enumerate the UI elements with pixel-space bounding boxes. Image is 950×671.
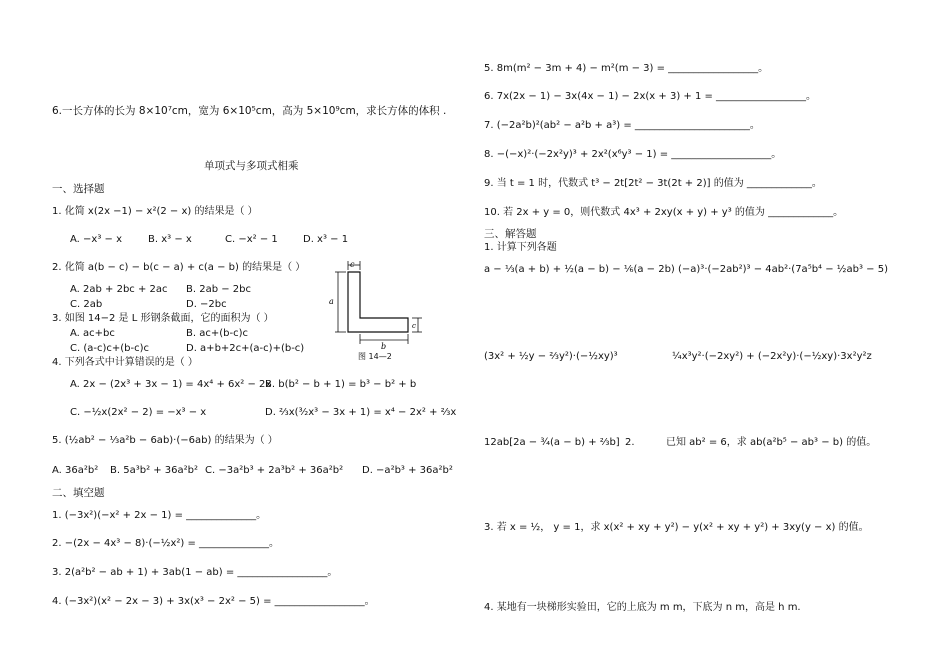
- label-c-right: c: [412, 322, 416, 330]
- choice-question-2: 2. 化简 a(b − c) − b(c − a) + c(a − b) 的结果是（ ）: [52, 262, 306, 273]
- solve-question-1: 1. 计算下列各题: [484, 242, 557, 253]
- fill-question-3: 3. 2(a²b² − ab + 1) + 3ab(1 − ab) = __________________。: [52, 567, 338, 578]
- option-1a: A. −x³ − x: [70, 234, 122, 245]
- fill-question-1: 1. (−3x²)(−x² + 2x − 1) = ______________。: [52, 510, 267, 521]
- fill-question-6: 6. 7x(2x − 1) − 3x(4x − 1) − 2x(x + 3) + 1 = __________________。: [484, 91, 817, 102]
- solve-question-4: 4. 某地有一块梯形实验田，它的上底为 m m，下底为 n m，高是 h m.: [484, 602, 801, 613]
- solve-question-2: 已知 ab² = 6，求 ab(a²b⁵ − ab³ − b) 的值。: [666, 437, 877, 448]
- choice-question-5: 5. (½ab² − ⅓a²b − 6ab)·(−6ab) 的结果为（ ）: [52, 435, 278, 446]
- option-2b: B. 2ab − 2bc: [186, 284, 251, 295]
- solve-question-2-number: 2.: [625, 437, 635, 448]
- fill-question-9: 9. 当 t = 1 时，代数式 t³ − 2t[2t² − 3t(2t + 2)] 的值为 _____________。: [484, 178, 822, 189]
- choice-question-3: 3. 如图 14−2 是 L 形钢条截面，它的面积为（ ）: [52, 313, 274, 324]
- fill-question-5: 5. 8m(m² − 3m + 4) − m²(m − 3) = __________________。: [484, 63, 769, 74]
- section-title: 单项式与多项式相乘: [204, 160, 299, 172]
- expression-3: (3x² + ½y − ⅔y²)·(−½xy)³: [484, 351, 618, 362]
- option-3d: D. a+b+2c+(a-c)+(b-c): [186, 343, 305, 354]
- option-4a: A. 2x − (2x³ + 3x − 1) = 4x⁴ + 6x² − 2x: [70, 379, 272, 390]
- fill-question-10: 10. 若 2x + y = 0，则代数式 4x³ + 2xy(x + y) + y³ 的值为 _____________。: [484, 207, 844, 218]
- option-2c: C. 2ab: [70, 299, 103, 310]
- expression-1: a − ⅓(a + b) + ½(a − b) − ⅙(a − 2b): [484, 264, 675, 275]
- option-3b: B. ac+(b-c)c: [186, 328, 248, 339]
- option-2a: A. 2ab + 2bc + 2ac: [70, 284, 168, 295]
- fill-question-7: 7. (−2a²b)²(ab² − a²b + a³) = _______________________。: [484, 120, 760, 131]
- section-choice-heading: 一、选择题: [52, 183, 105, 195]
- choice-question-1: 1. 化简 x(2x −1) − x²(2 − x) 的结果是（ ）: [52, 206, 258, 217]
- l-shape-figure: [328, 258, 424, 362]
- fill-question-2: 2. −(2x − 4x³ − 8)·(−½x²) = ______________。: [52, 538, 280, 549]
- figure-caption: 图 14—2: [358, 352, 392, 361]
- label-c-top: c: [350, 260, 355, 269]
- option-3c: C. (a-c)c+(b-c)c: [70, 343, 150, 354]
- expression-4: ¼x³y²·(−2xy²) + (−2x²y)·(−½xy)·3x²y²z: [672, 351, 872, 362]
- question-6: 6.一长方体的长为 8×10⁷cm，宽为 6×10⁵cm，高为 5×10⁹cm，求长方体的体积 .: [52, 105, 447, 117]
- section-solve-heading: 三、解答题: [484, 228, 537, 240]
- solve-question-3: 3. 若 x = ½， y = 1，求 x(x² + xy + y²) − y(x² + xy + y²) + 3xy(y − x) 的值。: [484, 522, 869, 533]
- option-1d: D. x³ − 1: [303, 234, 349, 245]
- expression-2: (−a)³·(−2ab²)³ − 4ab²·(7a⁵b⁴ − ½ab³ − 5): [678, 264, 888, 275]
- option-5a: A. 36a²b²: [52, 465, 99, 476]
- option-5b: B. 5a³b² + 36a²b²: [110, 465, 199, 476]
- option-2d: D. −2bc: [186, 299, 227, 310]
- fill-question-4: 4. (−3x²)(x² − 2x − 3) + 3x(x³ − 2x² − 5) = __________________。: [52, 596, 375, 607]
- label-a: a: [329, 297, 334, 306]
- option-3a: A. ac+bc: [70, 328, 115, 339]
- option-5d: D. −a²b³ + 36a²b²: [362, 465, 453, 476]
- section-fill-heading: 二、填空题: [52, 487, 105, 499]
- expression-5: 12ab[2a − ¾(a − b) + ⅔b]: [484, 437, 620, 448]
- option-5c: C. −3a²b³ + 2a³b² + 36a²b²: [205, 465, 344, 476]
- label-b: b: [381, 342, 387, 351]
- option-4c: C. −½x(2x² − 2) = −x³ − x: [70, 407, 207, 418]
- fill-question-8: 8. −(−x)²·(−2x²y)³ + 2x²(x⁶y³ − 1) = ____________________。: [484, 149, 782, 160]
- option-1b: B. x³ − x: [148, 234, 192, 245]
- choice-question-4: 4. 下列各式中计算错误的是（ ）: [52, 357, 198, 368]
- option-4b: B. b(b² − b + 1) = b³ − b² + b: [265, 379, 417, 390]
- option-1c: C. −x² − 1: [225, 234, 278, 245]
- option-4d: D. ⅔x(³⁄₂x³ − 3x + 1) = x⁴ − 2x² + ⅔x: [265, 407, 457, 418]
